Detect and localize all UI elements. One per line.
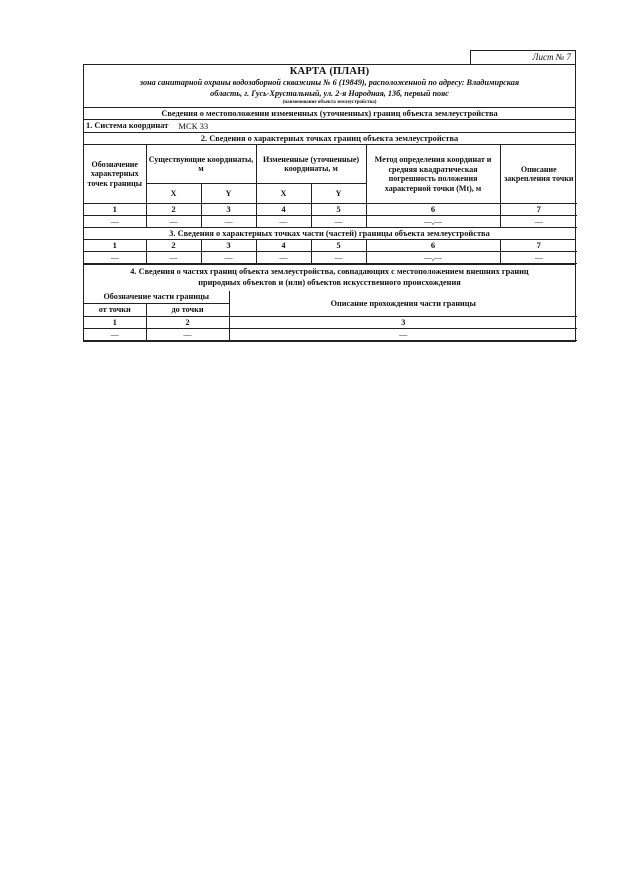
col-part-header: Обозначение части границы bbox=[84, 291, 229, 304]
object-description-line1: зона санитарной охраны водозаборной скважины № 6 (19849), расположенной по адресу: Владимирская bbox=[139, 78, 520, 87]
section2-number-row bbox=[84, 204, 577, 216]
cell: — bbox=[146, 216, 201, 228]
cell: — bbox=[84, 216, 146, 228]
section4-heading-line1: 4. Сведения о частях границ объекта землеустройства, совпадающих с местоположением внешних границ bbox=[130, 267, 529, 276]
col-from-header: от точки bbox=[84, 304, 146, 317]
section3-heading: 3. Сведения о характерных точках части (частей) границы объекта землеустройства bbox=[84, 228, 575, 240]
section2-table bbox=[84, 145, 577, 228]
cell: 1 bbox=[84, 240, 146, 252]
section2-data-row bbox=[84, 216, 577, 228]
cell: 5 bbox=[311, 204, 366, 216]
section-main-heading: Сведения о местоположении измененных (уточненных) границ объекта землеустройства bbox=[84, 108, 575, 120]
col-method-header: Метод определения координат и средняя квадратическая погрешность положения характерной точки (Mt), м bbox=[366, 145, 500, 204]
cell: 2 bbox=[146, 240, 201, 252]
cell: 3 bbox=[229, 317, 577, 329]
cell: 4 bbox=[256, 204, 311, 216]
cell: — bbox=[500, 252, 577, 264]
coordinate-system-label: 1. Система координат bbox=[86, 121, 169, 130]
section3-table bbox=[84, 240, 577, 264]
section4-heading-line2: природных объектов и (или) объектов искусственного происхождения bbox=[198, 277, 461, 287]
cell: — bbox=[201, 252, 256, 264]
section4-data-row bbox=[84, 329, 577, 341]
cell: 1 bbox=[84, 204, 146, 216]
cell: 7 bbox=[500, 240, 577, 252]
section2-heading: 2. Сведения о характерных точках границ объекта землеустройства bbox=[84, 133, 575, 145]
col-desc-header: Описание закрепления точки bbox=[500, 145, 577, 204]
col-passage-header: Описание прохождения части границы bbox=[229, 291, 577, 317]
cell: —,— bbox=[366, 252, 500, 264]
cell: 5 bbox=[311, 240, 366, 252]
object-description-note: (наименование объекта землеустройства) bbox=[282, 100, 377, 105]
coordinate-system-value: МСК 33 bbox=[178, 121, 209, 131]
section4-number-row bbox=[84, 317, 577, 329]
cell: — bbox=[201, 216, 256, 228]
col-changed-y: Y bbox=[311, 184, 366, 204]
coordinate-system-row bbox=[84, 120, 575, 133]
cell: 6 bbox=[366, 240, 500, 252]
title-block bbox=[84, 65, 575, 108]
cell: 2 bbox=[146, 204, 201, 216]
section4-heading bbox=[84, 264, 575, 291]
cell: 1 bbox=[84, 317, 146, 329]
cell: — bbox=[84, 329, 146, 341]
cell: 3 bbox=[201, 240, 256, 252]
cell: 7 bbox=[500, 204, 577, 216]
col-changed-x: X bbox=[256, 184, 311, 204]
col-existing-y: Y bbox=[201, 184, 256, 204]
col-existing-header: Существующие координаты, м bbox=[146, 145, 256, 184]
cell: 3 bbox=[201, 204, 256, 216]
document-title: КАРТА (ПЛАН) bbox=[289, 66, 370, 77]
cell: — bbox=[311, 252, 366, 264]
col-changed-header: Измененные (уточненные) координаты, м bbox=[256, 145, 366, 184]
col-existing-x: X bbox=[146, 184, 201, 204]
cell: — bbox=[256, 216, 311, 228]
col-to-header: до точки bbox=[146, 304, 229, 317]
cell: — bbox=[146, 329, 229, 341]
object-description-line2: область, г. Гусь-Хрустальный, ул. 2-я Народная, 13б, первый пояс bbox=[210, 89, 449, 98]
cell: 4 bbox=[256, 240, 311, 252]
cell: 2 bbox=[146, 317, 229, 329]
section4-table bbox=[84, 291, 577, 341]
cell: 6 bbox=[366, 204, 500, 216]
document-frame bbox=[83, 64, 576, 342]
section3-data-row bbox=[84, 252, 577, 264]
cell: — bbox=[256, 252, 311, 264]
section3-number-row bbox=[84, 240, 577, 252]
cell: —,— bbox=[366, 216, 500, 228]
cell: — bbox=[500, 216, 577, 228]
sheet-number: Лист № 7 bbox=[470, 50, 576, 64]
cell: — bbox=[146, 252, 201, 264]
cell: — bbox=[229, 329, 577, 341]
cell: — bbox=[84, 252, 146, 264]
col-point-header: Обозначение характерных точек границы bbox=[84, 145, 146, 204]
cell: — bbox=[311, 216, 366, 228]
